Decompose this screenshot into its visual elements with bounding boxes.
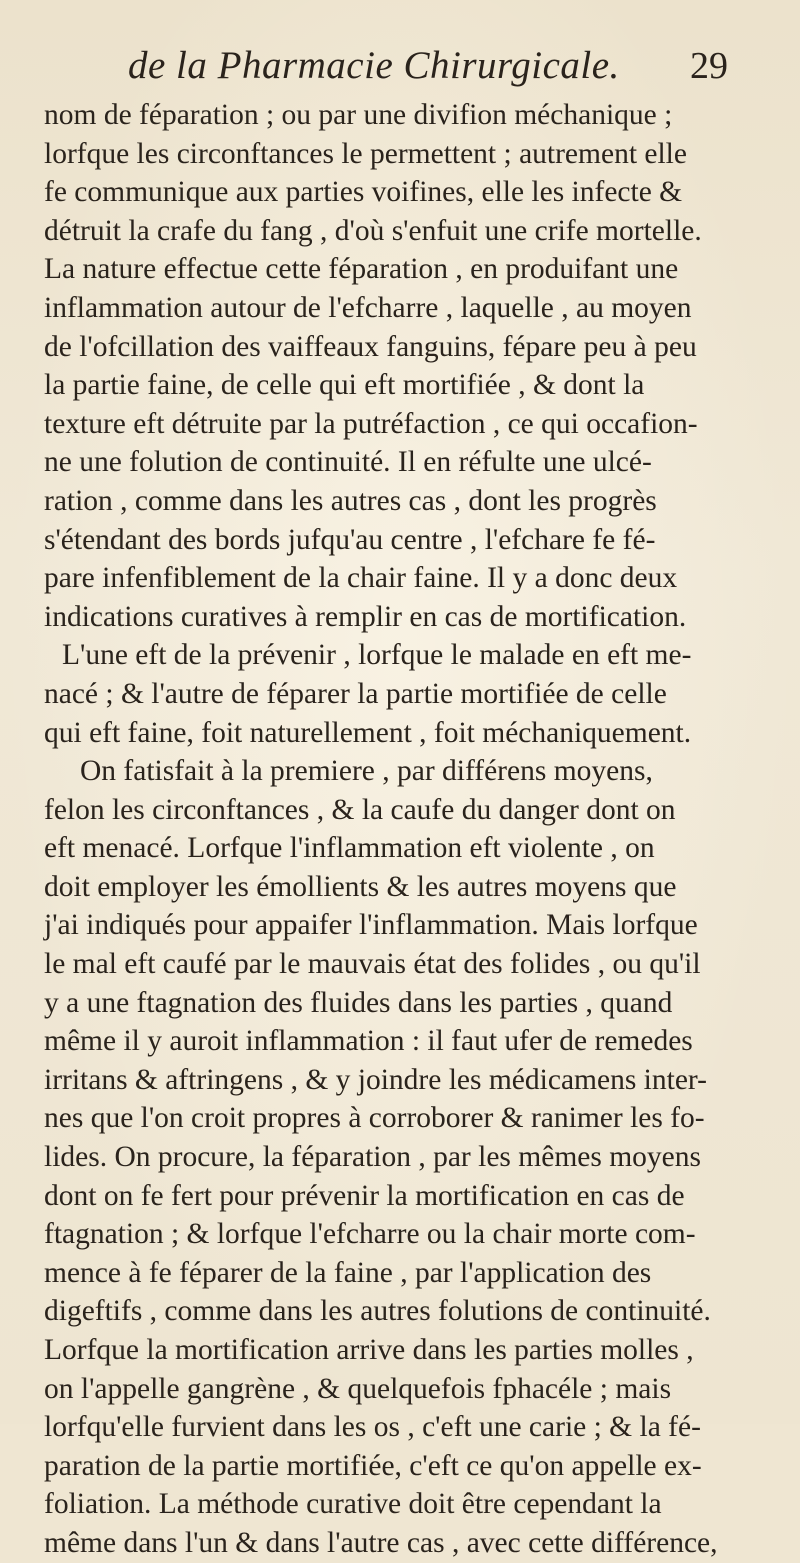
text-line: foliation. La méthode curative doit être cependant la (44, 1488, 662, 1521)
text-line: fe communique aux parties voifines, elle les infecte & (44, 176, 683, 209)
text-line: nes que l'on croit propres à corroborer & ranimer les fo- (44, 1102, 705, 1135)
text-line: ftagnation ; & lorfque l'efcharre ou la chair morte com- (44, 1218, 696, 1251)
text-line: irritans & aftringens , & y joindre les médicamens inter- (44, 1063, 707, 1096)
text-line: même il y auroit inflammation : il faut ufer de remedes (44, 1025, 693, 1058)
text-line: la partie faine, de celle qui eft mortifiée , & dont la (44, 369, 645, 402)
text-line: Lorfque la mortification arrive dans les parties molles , (44, 1334, 694, 1366)
text-line: lides. On procure, la féparation , par les mêmes moyens (44, 1141, 701, 1174)
text-line: doit employer les émollients & les autres moyens que (44, 870, 677, 903)
text-line: nom de féparation ; ou par une divifion méchanique ; (44, 99, 673, 131)
text-line: le mal eft caufé par le mauvais état des folides , ou qu'il (44, 948, 701, 981)
running-head: de la Pharmacie Chirurgicale. (128, 44, 620, 87)
text-line: détruit la crafe du fang , d'où s'enfuit une crife mortelle. (44, 214, 702, 247)
text-line: indications curatives à remplir en cas de mortification. (44, 600, 687, 633)
body-text (44, 96, 789, 1563)
text-line: digeftifs , comme dans les autres folutions de continuité. (44, 1295, 711, 1328)
text-line: paration de la partie mortifiée, c'eft ce qu'on appelle ex- (44, 1449, 702, 1482)
text-line: j'ai indiqués pour appaifer l'inflammation. Mais lorfque (44, 909, 698, 942)
text-line: dont on fe fert pour prévenir la mortification en cas de (44, 1179, 685, 1212)
text-line: ration , comme dans les autres cas , dont les progrès (44, 484, 657, 517)
text-line: inflammation autour de l'efcharre , laquelle , au moyen (44, 291, 692, 324)
text-line: on l'appelle gangrène , & quelquefois fphacéle ; mais (44, 1372, 672, 1405)
text-line: L'une eft de la prévenir , lorfque le malade en eft me- (62, 639, 692, 672)
text-line: pare infenfiblement de la chair faine. Il y a donc deux (44, 562, 678, 595)
text-line: mence à fe féparer de la faine , par l'application des (44, 1256, 652, 1289)
text-line: eft menacé. Lorfque l'inflammation eft violente , on (44, 832, 655, 865)
text-line: qui eft faine, foit naturellement , foit méchaniquement. (44, 716, 692, 749)
page-header (0, 42, 800, 92)
text-line: lorfque les circonftances le permettent ; autrement elle (44, 137, 687, 170)
text-line: même dans l'un & dans l'autre cas , avec cette différence, (44, 1526, 718, 1559)
text-line: La nature effectue cette féparation , en produifant une (44, 253, 679, 286)
text-line: nacé ; & l'autre de féparer la partie mortifiée de celle (44, 677, 667, 710)
page-number: 29 (690, 45, 728, 87)
text-line: y a une ftagnation des fluides dans les parties , quand (44, 986, 673, 1019)
text-line: texture eft détruite par la putréfaction , ce qui occafion- (44, 407, 698, 440)
text-line: de l'ofcillation des vaiffeaux fanguins, fépare peu à peu (44, 330, 697, 363)
text-line: s'étendant des bords jufqu'au centre , l'efchare fe fé- (44, 523, 656, 556)
text-line: On fatisfait à la premiere , par différens moyens, (80, 755, 653, 788)
text-line: lorfqu'elle furvient dans les os , c'eft une carie ; & la fé- (44, 1411, 701, 1444)
text-line: felon les circonftances , & la caufe du danger dont on (44, 793, 676, 826)
text-line: ne une folution de continuité. Il en réfulte une ulcé- (44, 446, 652, 479)
